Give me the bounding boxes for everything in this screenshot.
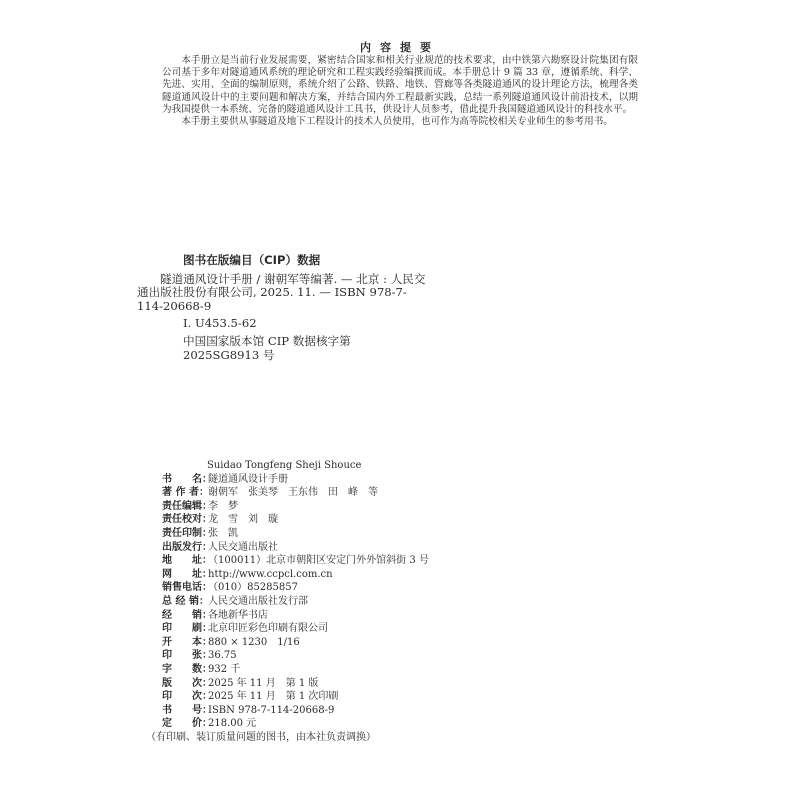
colophon-row	[162, 663, 429, 677]
colophon-rows	[162, 473, 429, 731]
colophon-row	[162, 568, 429, 582]
row-label: 印 刷：	[162, 623, 212, 635]
row-value: 李 梦	[208, 500, 238, 512]
row-label: 出版发行：	[162, 541, 212, 553]
row-value: 隧道通风设计手册	[208, 473, 288, 485]
row-value: 人民交通出版社发行部	[208, 595, 308, 607]
row-label: 版 次：	[162, 677, 212, 689]
row-label: 网 址：	[162, 568, 212, 580]
colophon-row	[162, 486, 429, 500]
pinyin-title: Suidao Tongfeng Sheji Shouce	[207, 460, 362, 471]
colophon-row	[162, 609, 429, 623]
row-label: 著 作 者：	[162, 487, 209, 499]
colophon-row	[162, 622, 429, 636]
row-value: 各地新华书店	[208, 609, 268, 621]
row-value: （010）85285857	[208, 582, 298, 594]
row-value: 张 凯	[208, 527, 238, 539]
cip-title: 图书在版编目（CIP）数据	[183, 253, 321, 267]
colophon	[146, 459, 429, 744]
colophon-row	[162, 595, 429, 609]
colophon-row	[162, 690, 429, 704]
row-value: 880 × 1230 1/16	[208, 636, 300, 648]
row-value: 2025 年 11 月 第 1 版	[208, 677, 319, 689]
summary-section	[162, 55, 638, 128]
colophon-row	[162, 527, 429, 541]
colophon-row	[162, 581, 429, 595]
row-value: 36.75	[208, 650, 237, 662]
cip-data-block	[137, 253, 430, 362]
row-value: 龙 雪 刘 璇	[208, 514, 278, 526]
row-label: 经 销：	[162, 609, 212, 621]
row-value: 932 千	[208, 663, 241, 675]
cip-record	[137, 273, 430, 314]
colophon-row	[162, 513, 429, 527]
summary-title: 内容提要	[360, 41, 440, 54]
row-label: 责任印制：	[162, 527, 212, 539]
summary-paragraph: 本手册主要供从事隧道及地下工程设计的技术人员使用，也可作为高等院校相关专业师生的参考用书。	[181, 116, 613, 128]
colophon-row	[162, 541, 429, 555]
colophon-row	[162, 677, 429, 691]
row-label: 地 址：	[162, 555, 212, 567]
row-value: （100011）北京市朝阳区安定门外外馆斜街 3 号	[208, 555, 429, 567]
colophon-row	[162, 473, 429, 487]
row-value: 218.00 元	[208, 718, 257, 730]
colophon-row	[162, 649, 429, 663]
row-label: 印 张：	[162, 650, 212, 662]
row-label: 印 次：	[162, 691, 212, 703]
row-label: 责任编辑：	[162, 500, 212, 512]
colophon-row	[162, 717, 429, 731]
row-value: http://www.ccpcl.com.cn	[208, 568, 333, 580]
colophon-row	[162, 500, 429, 514]
row-label: 书 名：	[162, 473, 212, 485]
row-value: 谢朝军 张美琴 王东伟 田 峰 等	[208, 487, 378, 499]
colophon-row	[162, 704, 429, 718]
cip-record-text: 隧道通风设计手册 / 谢朝军等编著. — 北京 : 人民交通出版社股份有限公司, 2025. 11. — ISBN 978-7-114-20668-9	[137, 271, 426, 313]
row-value: 人民交通出版社	[208, 541, 278, 553]
row-label: 销售电话：	[162, 582, 212, 594]
cip-approval-number: 中国国家版本馆 CIP 数据核字第 2025SG8913 号	[183, 333, 351, 362]
row-label: 字 数：	[162, 663, 212, 675]
summary-paragraph: 本手册立是当前行业发展需要，紧密结合国家和相关行业规范的技术要求，由中铁第六勘察设计院集团有限公司基于多年对隧道通风系统的理论研究和工程实践经验编撰而成。本手册总计 9 篇 33 章，遵循系统、科学、先进、实用、全面的编制原则，系统介绍了公路、铁路、地铁、管廊等各类隧道通风的设计理论方法，梳理各类隧道通风设计中的主要问题和解决方案，并结合国内外工程最新实践，总结一系列隧道通风设计前沿技术，以期为我国提供一本系统、完备的隧道通风设计工具书，供设计人员参考，借此提升我国隧道通风设计的科技水平。	[162, 55, 638, 115]
row-value: 2025 年 11 月 第 1 次印刷	[208, 691, 339, 703]
quality-note: （有印刷、装订质量问题的图书，由本社负责调换）	[146, 731, 376, 743]
colophon-row	[162, 554, 429, 568]
row-label: 定 价：	[162, 718, 212, 730]
row-value: ISBN 978-7-114-20668-9	[208, 704, 335, 716]
row-label: 总 经 销：	[162, 595, 209, 607]
row-value: 北京印匠彩色印刷有限公司	[208, 623, 328, 635]
colophon-row	[162, 636, 429, 650]
row-label: 开 本：	[162, 636, 212, 648]
cip-classification: Ⅰ. U453.5-62	[183, 316, 257, 331]
row-label: 责任校对：	[162, 514, 212, 526]
row-label: 书 号：	[162, 704, 212, 716]
